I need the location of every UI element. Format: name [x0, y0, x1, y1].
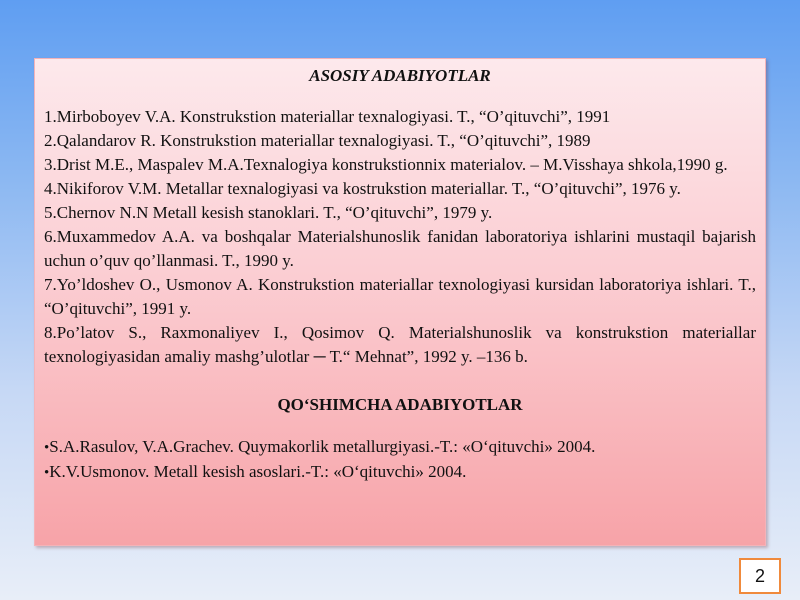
reference-item-3: 3.Drist M.E., Maspalev M.A.Texnalogiya konstrukstionnix materialov. – M.Visshaya shkola,1990 g. — [44, 155, 728, 174]
main-bibliography-title: ASOSIY ADABIYOTLAR — [309, 66, 491, 85]
additional-reference-text: S.A.Rasulov, V.A.Grachev. Quymakorlik metallurgiyasi.-T.: «O‘qituvchi» 2004. — [49, 437, 596, 456]
additional-reference-item-1 — [44, 435, 756, 460]
additional-reference-text: K.V.Usmonov. Metall kesish asoslari.-T.: «O‘qituvchi» 2004. — [49, 462, 467, 481]
additional-reference-list — [44, 435, 756, 485]
bullet-icon: • — [44, 440, 50, 456]
additional-reference-item-2 — [44, 460, 756, 485]
reference-item-2: 2.Qalandarov R. Konstrukstion materiallar texnalogiyasi. T., “O’qituvchi”, 1989 — [44, 131, 591, 150]
reference-item-1: 1.Mirboboyev V.A. Konstrukstion materiallar texnalogiyasi. T., “O’qituvchi”, 1991 — [44, 107, 611, 126]
reference-item-4: 4.Nikiforov V.M. Metallar texnalogiyasi va kostrukstion materiallar. T., “O’qituvchi”, 1976 y. — [44, 179, 681, 198]
reference-item-8: 8.Po’latov S., Raxmonaliyev I., Qosimov Q. Materialshunoslik va konstrukstion materiallar texnologiyasidan amaliy mashg’ulotlar ─ T.“ Mehnat”, 1992 y. –136 b. — [44, 323, 756, 366]
reference-item-7: 7.Yo’ldoshev O., Usmonov A. Konstrukstion materiallar texnologiyasi kursidan laboratoriya ishlari. T., “O’qituvchi”, 1991 y. — [44, 275, 756, 318]
additional-bibliography-title: QO‘SHIMCHA ADABIYOTLAR — [277, 395, 523, 414]
reference-item-5: 5.Chernov N.N Metall kesish stanoklari. T., “O’qituvchi”, 1979 y. — [44, 203, 493, 222]
bullet-icon: • — [44, 465, 50, 481]
main-reference-list — [44, 105, 756, 369]
bibliography-panel — [34, 58, 766, 546]
reference-item-6: 6.Muxammedov A.A. va boshqalar Materialshunoslik fanidan laboratoriya ishlarini mustaqil bajarish uchun o’quv qo’llanmasi. T., 1990 y. — [44, 227, 756, 270]
slide-page-number: 2 — [739, 558, 781, 594]
